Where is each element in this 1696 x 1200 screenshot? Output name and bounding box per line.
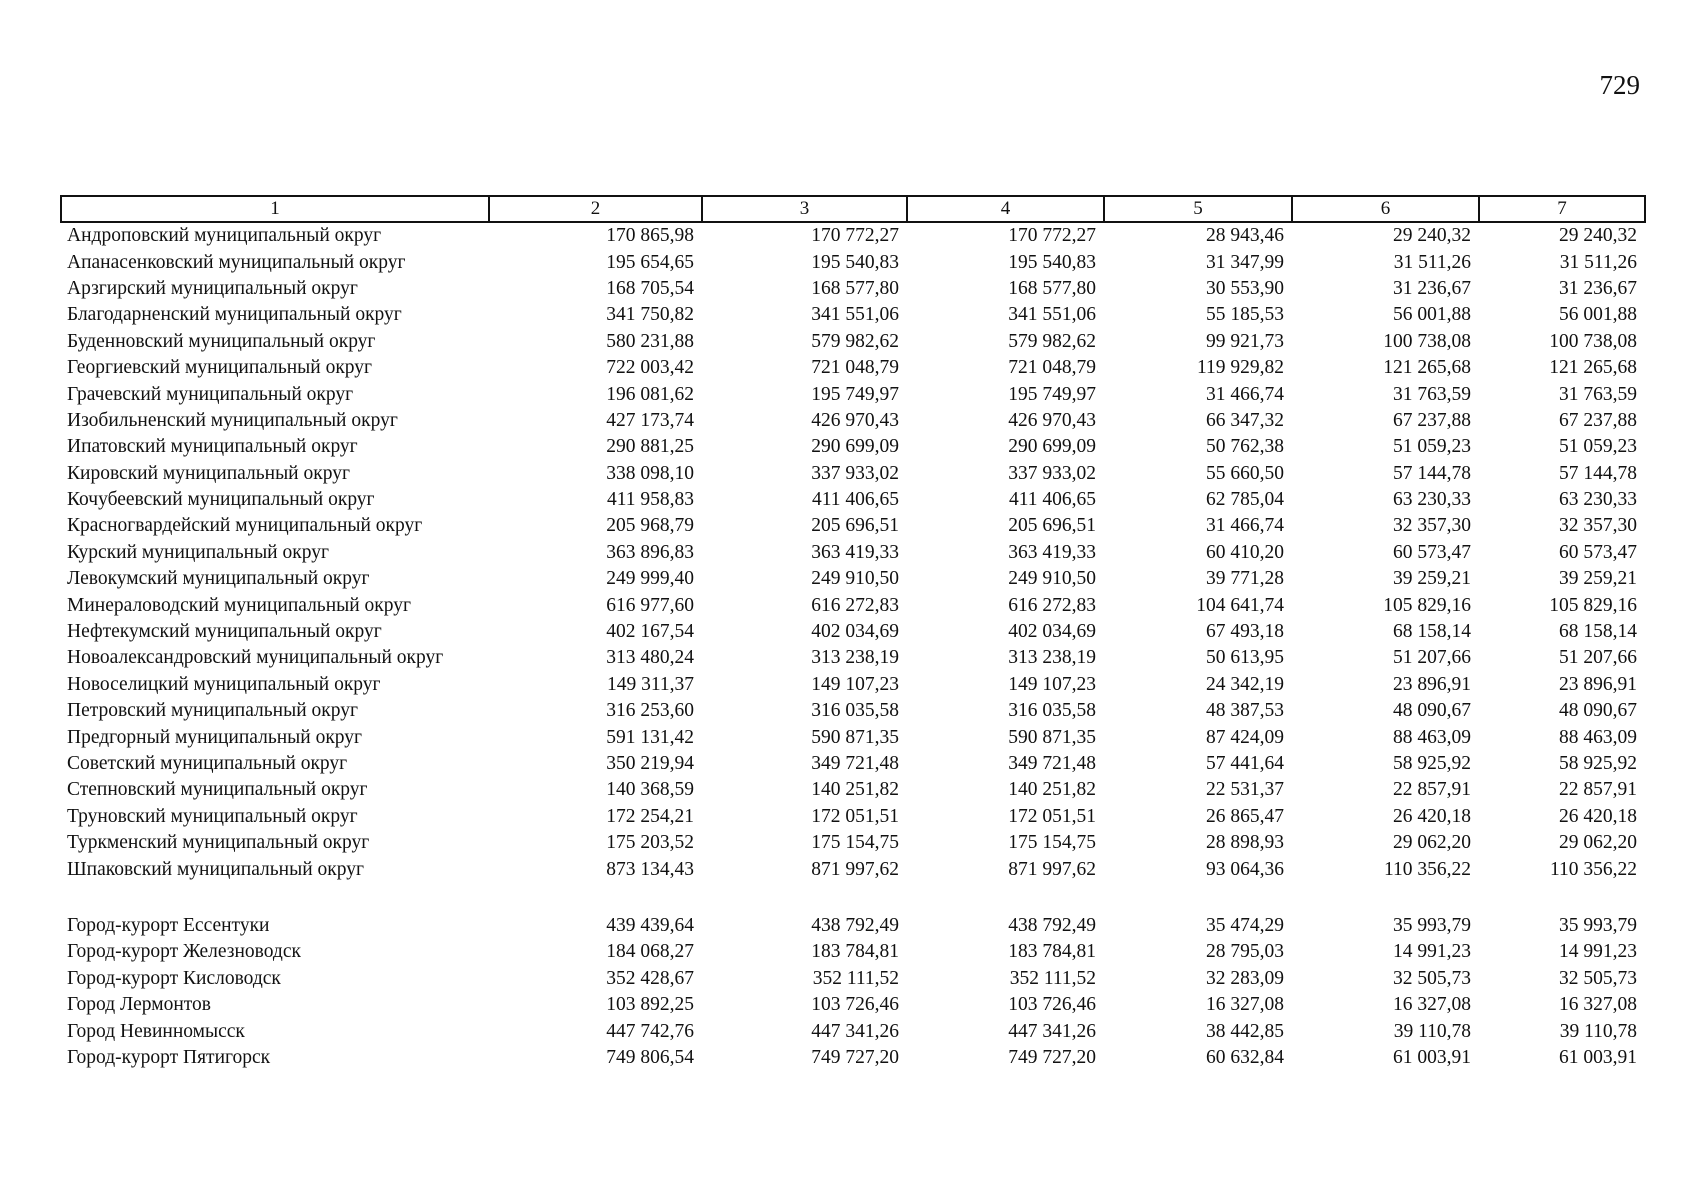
value-cell-col-3: 183 784,81	[811, 941, 899, 963]
value-cell-col-3: 337 933,02	[811, 462, 899, 484]
table-row	[61, 302, 1645, 328]
value-cell-col-3: 175 154,75	[811, 832, 899, 854]
data-table	[60, 195, 1646, 1071]
table-row	[61, 355, 1645, 381]
value-cell-col-7: 39 259,21	[1559, 568, 1637, 590]
value-cell-col-7: 29 240,32	[1559, 225, 1637, 247]
municipality-name: Петровский муниципальный округ	[67, 700, 358, 722]
value-cell-col-5: 31 466,74	[1206, 383, 1284, 405]
value-cell-col-2: 175 203,52	[606, 832, 694, 854]
table-row	[61, 276, 1645, 302]
value-cell-col-5: 35 474,29	[1206, 914, 1284, 936]
value-cell-col-6: 26 420,18	[1393, 805, 1471, 827]
value-cell-col-3: 168 577,80	[811, 277, 899, 299]
municipality-name: Труновский муниципальный округ	[67, 805, 358, 827]
value-cell-col-3: 871 997,62	[811, 858, 899, 880]
value-cell-col-4: 103 726,46	[1008, 994, 1096, 1016]
value-cell-col-2: 195 654,65	[606, 251, 694, 273]
value-cell-col-2: 350 219,94	[606, 753, 694, 774]
value-cell-col-7: 35 993,79	[1559, 914, 1637, 936]
value-cell-col-6: 68 158,14	[1393, 621, 1471, 643]
value-cell-col-6: 88 463,09	[1393, 726, 1471, 748]
value-cell-col-5: 57 441,64	[1206, 753, 1284, 774]
value-cell-col-5: 87 424,09	[1206, 726, 1284, 748]
value-cell-col-2: 170 865,98	[606, 225, 694, 247]
value-cell-col-4: 140 251,82	[1008, 779, 1096, 801]
value-cell-col-7: 58 925,92	[1559, 753, 1637, 774]
value-cell-col-6: 31 763,59	[1393, 383, 1471, 405]
value-cell-col-6: 63 230,33	[1393, 489, 1471, 511]
value-cell-col-2: 411 958,83	[606, 489, 694, 511]
value-cell-col-5: 55 660,50	[1206, 462, 1284, 484]
municipality-name: Красногвардейский муниципальный округ	[67, 515, 423, 537]
municipality-name: Левокумский муниципальный округ	[67, 568, 370, 590]
value-cell-col-6: 61 003,91	[1393, 1046, 1471, 1068]
value-cell-col-6: 31 511,26	[1393, 251, 1471, 273]
municipality-name: Благодарненский муниципальный округ	[67, 304, 402, 326]
value-cell-col-3: 447 341,26	[811, 1020, 899, 1042]
municipality-name: Город-курорт Кисловодск	[67, 967, 281, 989]
municipality-name: Город Невинномысск	[67, 1020, 245, 1042]
value-cell-col-5: 50 762,38	[1206, 436, 1284, 458]
value-cell-col-3: 749 727,20	[811, 1046, 899, 1068]
table-row	[61, 672, 1645, 698]
value-cell-col-7: 26 420,18	[1559, 805, 1637, 827]
value-cell-col-6: 29 062,20	[1393, 832, 1471, 854]
value-cell-col-5: 28 943,46	[1206, 225, 1284, 247]
value-cell-col-6: 67 237,88	[1393, 409, 1471, 431]
value-cell-col-5: 93 064,36	[1206, 858, 1284, 880]
value-cell-col-3: 363 419,33	[811, 541, 899, 563]
value-cell-col-5: 30 553,90	[1206, 277, 1284, 299]
value-cell-col-6: 58 925,92	[1393, 753, 1471, 774]
table-row	[61, 381, 1645, 407]
value-cell-col-4: 411 406,65	[1008, 489, 1096, 511]
value-cell-col-5: 28 898,93	[1206, 832, 1284, 854]
municipality-name: Степновский муниципальный округ	[67, 779, 368, 801]
value-cell-col-7: 31 236,67	[1559, 277, 1637, 299]
table-row	[61, 751, 1645, 777]
value-cell-col-3: 352 111,52	[812, 967, 899, 989]
value-cell-col-4: 183 784,81	[1008, 941, 1096, 963]
municipality-name: Буденновский муниципальный округ	[67, 330, 376, 352]
value-cell-col-6: 100 738,08	[1383, 330, 1471, 352]
value-cell-col-5: 22 531,37	[1206, 779, 1284, 801]
table-row	[61, 461, 1645, 487]
value-cell-col-2: 316 253,60	[606, 700, 694, 722]
value-cell-col-7: 61 003,91	[1559, 1046, 1637, 1068]
value-cell-col-3: 205 696,51	[811, 515, 899, 537]
value-cell-col-4: 170 772,27	[1008, 225, 1096, 247]
table-row	[61, 540, 1645, 566]
table-row	[61, 329, 1645, 355]
value-cell-col-5: 119 929,82	[1196, 357, 1284, 379]
value-cell-col-4: 426 970,43	[1008, 409, 1096, 431]
column-header-4: 4	[907, 196, 1104, 222]
municipality-name: Изобильненский муниципальный округ	[67, 409, 398, 431]
value-cell-col-6: 121 265,68	[1383, 357, 1471, 379]
value-cell-col-2: 249 999,40	[606, 568, 694, 590]
value-cell-col-4: 316 035,58	[1008, 700, 1096, 722]
municipality-name: Кочубеевский муниципальный округ	[67, 489, 375, 511]
value-cell-col-6: 14 991,23	[1393, 941, 1471, 963]
value-cell-col-3: 170 772,27	[811, 225, 899, 247]
value-cell-col-4: 447 341,26	[1008, 1020, 1096, 1042]
value-cell-col-4: 172 051,51	[1008, 805, 1096, 827]
value-cell-col-3: 290 699,09	[811, 436, 899, 458]
value-cell-col-7: 22 857,91	[1559, 779, 1637, 801]
table-row	[61, 939, 1645, 965]
table-body	[61, 222, 1645, 1071]
municipality-name: Кировский муниципальный округ	[67, 462, 350, 484]
value-cell-col-4: 590 871,35	[1008, 726, 1096, 748]
value-cell-col-3: 249 910,50	[811, 568, 899, 590]
value-cell-col-4: 341 551,06	[1008, 304, 1096, 326]
value-cell-col-7: 29 062,20	[1559, 832, 1637, 854]
table-row	[61, 724, 1645, 750]
value-cell-col-3: 103 726,46	[811, 994, 899, 1016]
value-cell-col-2: 580 231,88	[606, 330, 694, 352]
value-cell-col-4: 363 419,33	[1008, 541, 1096, 563]
value-cell-col-6: 51 059,23	[1393, 436, 1471, 458]
value-cell-col-7: 23 896,91	[1559, 673, 1637, 695]
value-cell-col-2: 196 081,62	[606, 383, 694, 405]
value-cell-col-7: 60 573,47	[1559, 541, 1637, 563]
table-row	[61, 830, 1645, 856]
table-row	[61, 913, 1645, 939]
municipality-name: Шпаковский муниципальный округ	[67, 858, 364, 880]
table-row	[61, 777, 1645, 803]
value-cell-col-3: 438 792,49	[811, 914, 899, 936]
value-cell-col-5: 16 327,08	[1206, 994, 1284, 1016]
value-cell-col-5: 66 347,32	[1206, 409, 1284, 431]
value-cell-col-3: 195 540,83	[811, 251, 899, 273]
column-header-3: 3	[702, 196, 907, 222]
value-cell-col-7: 16 327,08	[1559, 994, 1637, 1016]
table-row	[61, 645, 1645, 671]
value-cell-col-5: 39 771,28	[1206, 568, 1284, 590]
value-cell-col-6: 22 857,91	[1393, 779, 1471, 801]
value-cell-col-2: 290 881,25	[606, 436, 694, 458]
municipality-name: Грачевский муниципальный округ	[67, 383, 354, 405]
value-cell-col-6: 29 240,32	[1393, 225, 1471, 247]
municipality-name: Новоселицкий муниципальный округ	[67, 673, 381, 695]
value-cell-col-2: 341 750,82	[606, 304, 694, 326]
value-cell-col-7: 105 829,16	[1549, 594, 1637, 616]
column-header-5: 5	[1104, 196, 1292, 222]
municipality-name: Курский муниципальный округ	[67, 541, 329, 563]
value-cell-col-7: 57 144,78	[1559, 462, 1637, 484]
municipality-name: Советский муниципальный округ	[67, 753, 348, 774]
value-cell-col-5: 67 493,18	[1206, 621, 1284, 643]
value-cell-col-4: 249 910,50	[1008, 568, 1096, 590]
value-cell-col-7: 31 763,59	[1559, 383, 1637, 405]
value-cell-col-4: 205 696,51	[1008, 515, 1096, 537]
table-row	[61, 408, 1645, 434]
municipality-name: Минераловодский муниципальный округ	[67, 594, 412, 616]
value-cell-col-7: 56 001,88	[1559, 304, 1637, 326]
value-cell-col-4: 337 933,02	[1008, 462, 1096, 484]
municipality-name: Город Лермонтов	[67, 994, 211, 1016]
table-row	[61, 592, 1645, 618]
municipality-name: Апанасенковский муниципальный округ	[67, 251, 406, 273]
table-row	[61, 698, 1645, 724]
value-cell-col-4: 402 034,69	[1008, 621, 1096, 643]
value-cell-col-7: 63 230,33	[1559, 489, 1637, 511]
value-cell-col-2: 427 173,74	[606, 409, 694, 431]
column-header-1: 1	[61, 196, 489, 222]
value-cell-col-3: 149 107,23	[811, 673, 899, 695]
value-cell-col-7: 100 738,08	[1549, 330, 1637, 352]
page-number: 729	[1599, 70, 1640, 100]
column-header-7: 7	[1479, 196, 1645, 222]
value-cell-col-7: 32 505,73	[1559, 967, 1637, 989]
value-cell-col-3: 721 048,79	[811, 357, 899, 379]
section-spacer	[61, 883, 1645, 913]
municipality-name: Город-курорт Пятигорск	[67, 1046, 271, 1068]
table-row	[61, 1018, 1645, 1044]
column-header-2: 2	[489, 196, 702, 222]
value-cell-col-2: 313 480,24	[606, 647, 694, 669]
value-cell-col-7: 31 511,26	[1559, 251, 1637, 273]
value-cell-col-6: 60 573,47	[1393, 541, 1471, 563]
value-cell-col-6: 32 357,30	[1393, 515, 1471, 537]
value-cell-col-2: 402 167,54	[606, 621, 694, 643]
value-cell-col-3: 195 749,97	[811, 383, 899, 405]
value-cell-col-2: 205 968,79	[606, 515, 694, 537]
value-cell-col-5: 99 921,73	[1206, 330, 1284, 352]
value-cell-col-6: 51 207,66	[1393, 647, 1471, 669]
value-cell-col-2: 338 098,10	[606, 462, 694, 484]
value-cell-col-3: 579 982,62	[811, 330, 899, 352]
value-cell-col-6: 48 090,67	[1393, 700, 1471, 722]
value-cell-col-6: 39 110,78	[1393, 1020, 1471, 1042]
municipality-name: Новоалександровский муниципальный округ	[67, 647, 444, 669]
column-header-6: 6	[1292, 196, 1479, 222]
value-cell-col-6: 56 001,88	[1393, 304, 1471, 326]
value-cell-col-5: 104 641,74	[1196, 594, 1284, 616]
value-cell-col-7: 14 991,23	[1559, 941, 1637, 963]
value-cell-col-4: 168 577,80	[1008, 277, 1096, 299]
value-cell-col-3: 316 035,58	[811, 700, 899, 722]
value-cell-col-5: 32 283,09	[1206, 967, 1284, 989]
value-cell-col-6: 105 829,16	[1383, 594, 1471, 616]
value-cell-col-7: 51 059,23	[1559, 436, 1637, 458]
value-cell-col-7: 110 356,22	[1549, 858, 1637, 880]
value-cell-col-7: 32 357,30	[1559, 515, 1637, 537]
value-cell-col-3: 590 871,35	[811, 726, 899, 748]
value-cell-col-7: 48 090,67	[1559, 700, 1637, 722]
value-cell-col-6: 32 505,73	[1393, 967, 1471, 989]
value-cell-col-5: 60 410,20	[1206, 541, 1284, 563]
table-row	[61, 249, 1645, 275]
value-cell-col-5: 24 342,19	[1206, 673, 1284, 695]
value-cell-col-6: 31 236,67	[1393, 277, 1471, 299]
value-cell-col-5: 26 865,47	[1206, 805, 1284, 827]
table-row	[61, 966, 1645, 992]
value-cell-col-7: 88 463,09	[1559, 726, 1637, 748]
value-cell-col-4: 438 792,49	[1008, 914, 1096, 936]
value-cell-col-3: 402 034,69	[811, 621, 899, 643]
value-cell-col-4: 349 721,48	[1008, 753, 1096, 774]
table-row	[61, 619, 1645, 645]
municipality-name: Туркменский муниципальный округ	[67, 832, 370, 854]
value-cell-col-4: 313 238,19	[1008, 647, 1096, 669]
municipality-name: Ипатовский муниципальный округ	[67, 436, 358, 458]
municipality-name: Город-курорт Железноводск	[67, 941, 301, 963]
value-cell-col-4: 149 107,23	[1008, 673, 1096, 695]
value-cell-col-4: 871 997,62	[1008, 858, 1096, 880]
table-row	[61, 222, 1645, 249]
value-cell-col-2: 616 977,60	[606, 594, 694, 616]
value-cell-col-2: 140 368,59	[606, 779, 694, 801]
value-cell-col-5: 60 632,84	[1206, 1046, 1284, 1068]
table-row	[61, 566, 1645, 592]
value-cell-col-6: 16 327,08	[1393, 994, 1471, 1016]
value-cell-col-6: 23 896,91	[1393, 673, 1471, 695]
table-row	[61, 1045, 1645, 1071]
value-cell-col-3: 341 551,06	[811, 304, 899, 326]
value-cell-col-5: 50 613,95	[1206, 647, 1284, 669]
value-cell-col-2: 873 134,43	[606, 858, 694, 880]
value-cell-col-3: 349 721,48	[811, 753, 899, 774]
value-cell-col-2: 103 892,25	[606, 994, 694, 1016]
table-header-row	[61, 196, 1645, 222]
municipality-name: Георгиевский муниципальный округ	[67, 357, 373, 379]
value-cell-col-2: 184 068,27	[606, 941, 694, 963]
value-cell-col-3: 313 238,19	[811, 647, 899, 669]
value-cell-col-4: 195 540,83	[1008, 251, 1096, 273]
municipality-name: Нефтекумский муниципальный округ	[67, 621, 382, 643]
value-cell-col-3: 616 272,83	[811, 594, 899, 616]
value-cell-col-4: 175 154,75	[1008, 832, 1096, 854]
value-cell-col-4: 579 982,62	[1008, 330, 1096, 352]
value-cell-col-2: 149 311,37	[606, 673, 694, 695]
value-cell-col-4: 749 727,20	[1008, 1046, 1096, 1068]
value-cell-col-4: 290 699,09	[1008, 436, 1096, 458]
value-cell-col-3: 411 406,65	[811, 489, 899, 511]
municipality-name: Предгорный муниципальный округ	[67, 726, 363, 748]
table-row	[61, 434, 1645, 460]
value-cell-col-3: 140 251,82	[811, 779, 899, 801]
value-cell-col-5: 62 785,04	[1206, 489, 1284, 511]
value-cell-col-7: 121 265,68	[1549, 357, 1637, 379]
table-row	[61, 992, 1645, 1018]
value-cell-col-2: 172 254,21	[606, 805, 694, 827]
value-cell-col-2: 749 806,54	[606, 1046, 694, 1068]
value-cell-col-3: 426 970,43	[811, 409, 899, 431]
value-cell-col-2: 352 428,67	[606, 967, 694, 989]
table-row	[61, 513, 1645, 539]
value-cell-col-3: 172 051,51	[811, 805, 899, 827]
value-cell-col-5: 48 387,53	[1206, 700, 1284, 722]
value-cell-col-4: 352 111,52	[1009, 967, 1096, 989]
municipality-name: Город-курорт Ессентуки	[67, 914, 270, 936]
municipality-name: Арзгирский муниципальный округ	[67, 277, 358, 299]
spacer-cell	[61, 883, 1645, 913]
value-cell-col-6: 110 356,22	[1383, 858, 1471, 880]
value-cell-col-5: 55 185,53	[1206, 304, 1284, 326]
value-cell-col-2: 722 003,42	[606, 357, 694, 379]
value-cell-col-7: 68 158,14	[1559, 621, 1637, 643]
value-cell-col-5: 28 795,03	[1206, 941, 1284, 963]
value-cell-col-4: 616 272,83	[1008, 594, 1096, 616]
value-cell-col-7: 67 237,88	[1559, 409, 1637, 431]
value-cell-col-4: 721 048,79	[1008, 357, 1096, 379]
value-cell-col-7: 39 110,78	[1559, 1020, 1637, 1042]
value-cell-col-2: 439 439,64	[606, 914, 694, 936]
value-cell-col-6: 57 144,78	[1393, 462, 1471, 484]
value-cell-col-7: 51 207,66	[1559, 647, 1637, 669]
value-cell-col-6: 35 993,79	[1393, 914, 1471, 936]
value-cell-col-2: 363 896,83	[606, 541, 694, 563]
value-cell-col-5: 31 466,74	[1206, 515, 1284, 537]
value-cell-col-2: 447 742,76	[606, 1020, 694, 1042]
table-row	[61, 856, 1645, 882]
value-cell-col-5: 38 442,85	[1206, 1020, 1284, 1042]
municipality-name: Андроповский муниципальный округ	[67, 225, 382, 247]
value-cell-col-2: 168 705,54	[606, 277, 694, 299]
value-cell-col-2: 591 131,42	[606, 726, 694, 748]
value-cell-col-6: 39 259,21	[1393, 568, 1471, 590]
table-row	[61, 804, 1645, 830]
value-cell-col-4: 195 749,97	[1008, 383, 1096, 405]
value-cell-col-5: 31 347,99	[1206, 251, 1284, 273]
table-row	[61, 487, 1645, 513]
